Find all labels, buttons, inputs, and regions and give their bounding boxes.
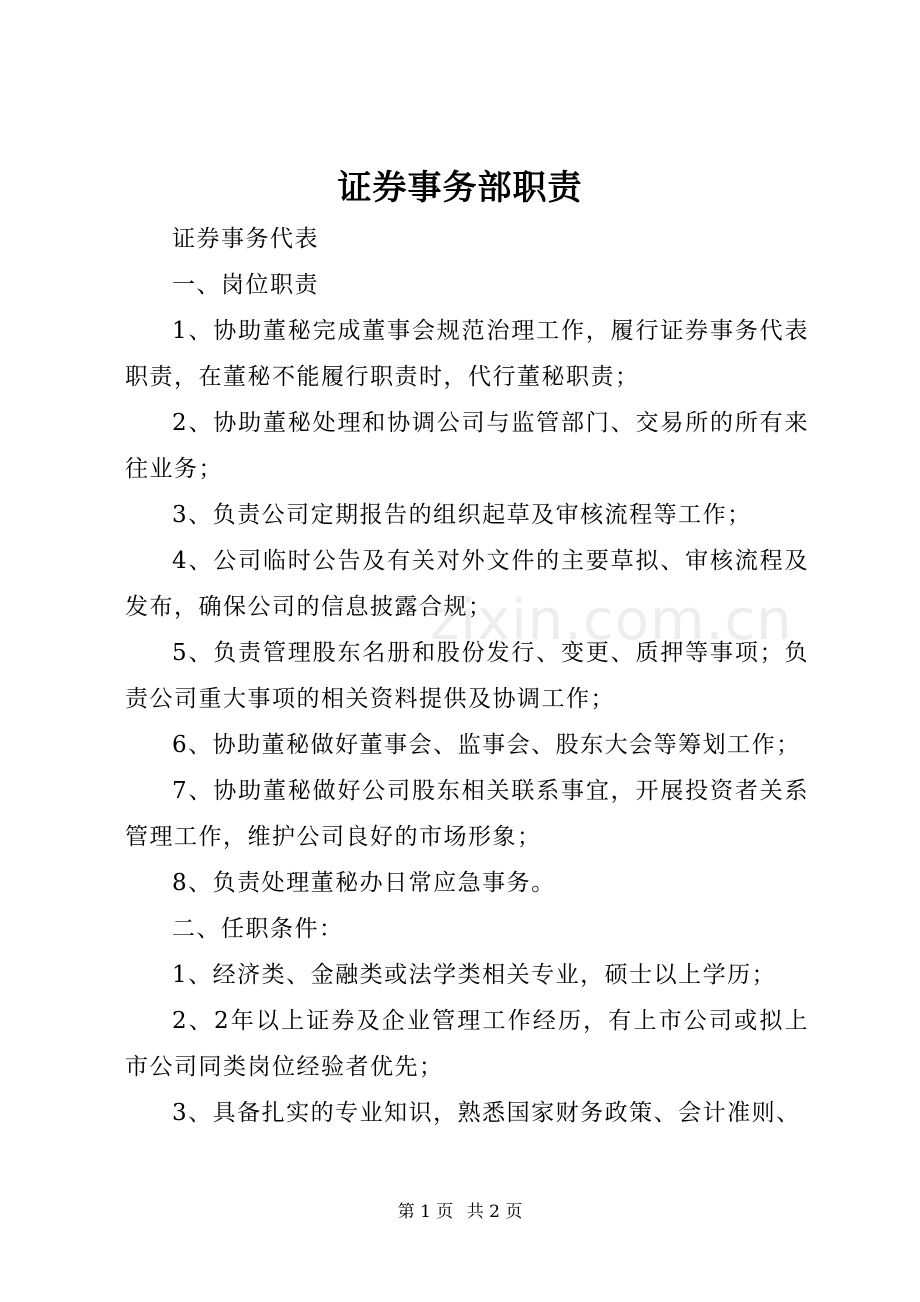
paragraph-12: 1、经济类、金融类或法学类相关专业，硕士以上学历； [172,962,777,988]
paragraph-14: 3、具备扎实的专业知识，熟悉国家财务政策、会计准则、 [172,1100,801,1126]
paragraph-13: 2、2年以上证券及企业管理工作经历，有上市公司或拟上市公司同类岗位经验者优先； [125,1008,809,1080]
paragraph-11: 二、任职条件： [172,916,344,942]
paragraph-1: 证券事务代表 [172,226,319,252]
page-total: 共 2 页 [466,1202,523,1222]
paragraph-7: 5、负责管理股东名册和股份发行、变更、质押等事项；负责公司重大事项的相关资料提供及协调工作； [125,640,809,712]
document-body [125,216,809,1136]
document-title: 证券事务部职责 [337,168,583,208]
page-footer [0,1200,920,1224]
paragraph-9: 7、协助董秘做好公司股东相关联系事宜，开展投资者关系管理工作，维护公司良好的市场形象； [125,778,809,850]
paragraph-3: 1、协助董秘完成董事会规范治理工作，履行证券事务代表职责，在董秘不能履行职责时，代行董秘职责； [125,318,809,390]
paragraph-10: 8、负责处理董秘办日常应急事务。 [172,870,556,896]
paragraph-5: 3、负责公司定期报告的组织起草及审核流程等工作； [172,502,752,528]
paragraph-6: 4、公司临时公告及有关对外文件的主要草拟、审核流程及发布，确保公司的信息披露合规； [125,548,809,620]
paragraph-4: 2、协助董秘处理和协调公司与监管部门、交易所的所有来往业务； [125,410,809,482]
watermark: zixin.com.cn [430,588,793,653]
paragraph-2: 一、岗位职责 [172,272,319,298]
page-number: 第 1 页 [397,1202,454,1222]
paragraph-8: 6、协助董秘做好董事会、监事会、股东大会等筹划工作； [172,732,801,758]
